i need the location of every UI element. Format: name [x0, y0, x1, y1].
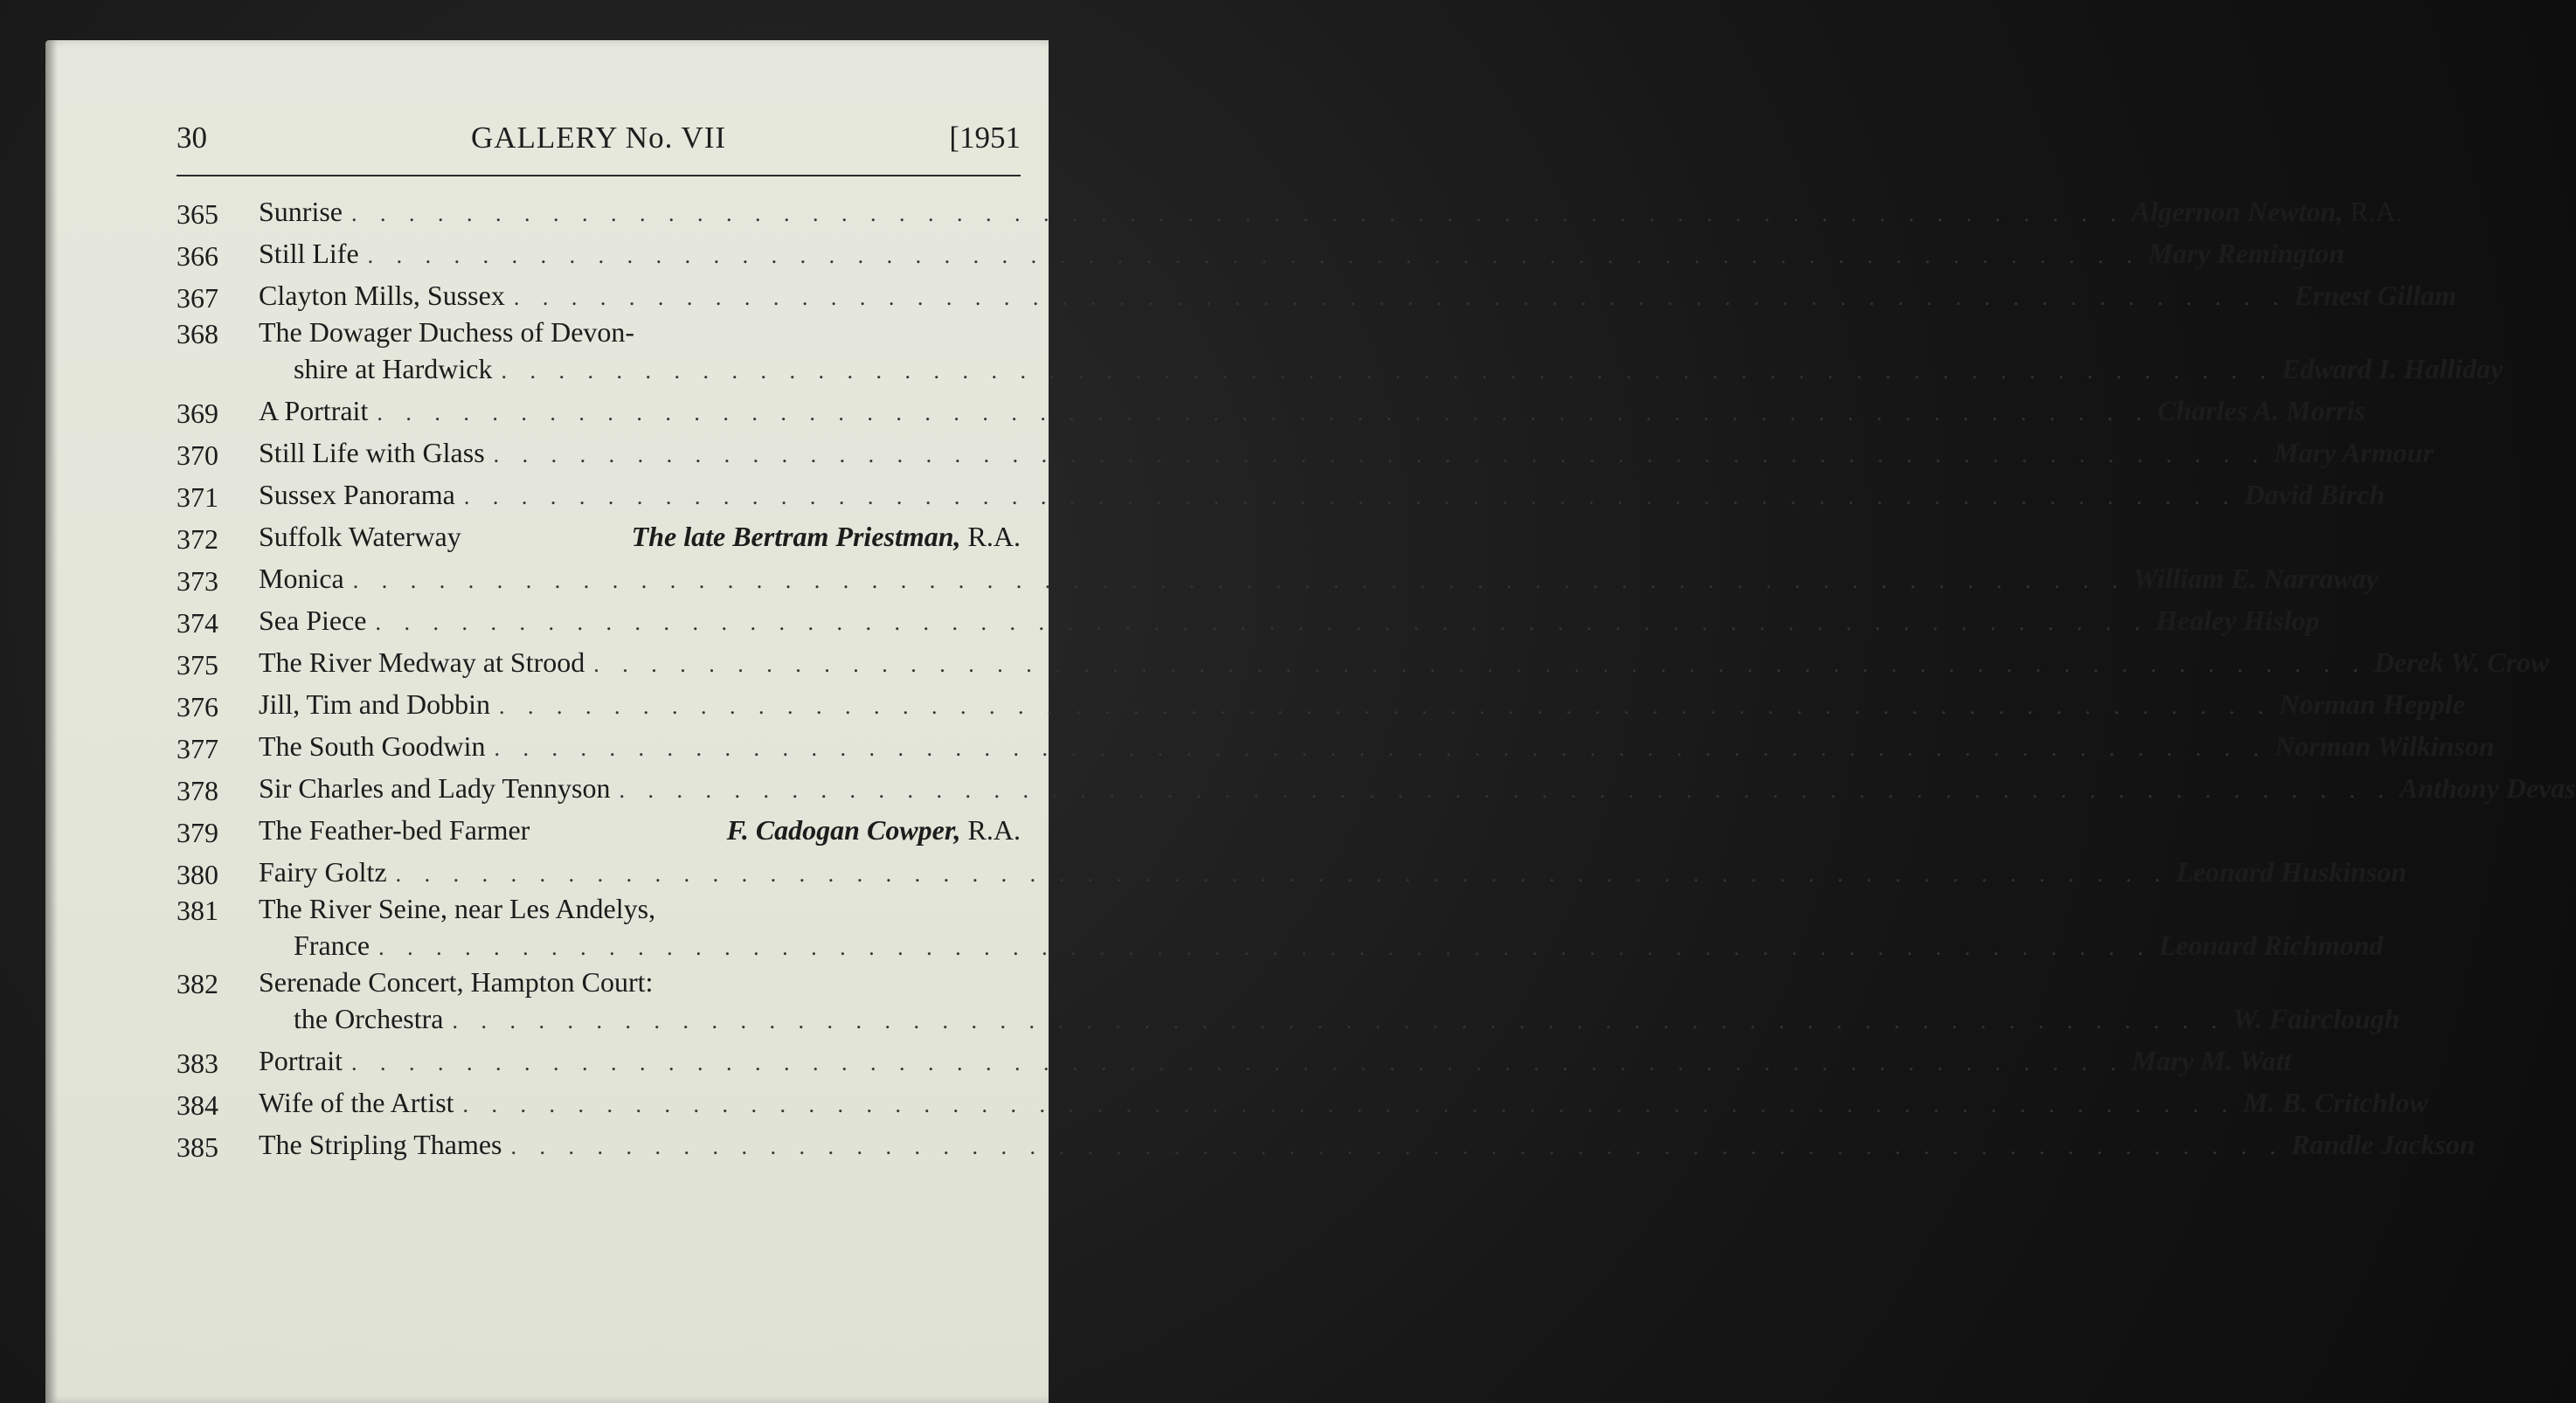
entry-artist: Ernest Gillam	[2294, 280, 2457, 311]
catalogue-entries	[177, 190, 2576, 1165]
catalogue-entry	[177, 190, 2403, 232]
catalogue-entry	[177, 767, 2576, 809]
entry-title: The River Medway at Strood	[259, 646, 585, 678]
entry-number: 375	[177, 649, 218, 681]
entry-number: 370	[177, 439, 218, 471]
entry-title: Clayton Mills, Sussex	[259, 280, 505, 311]
entry-title: Fairy Goltz	[259, 856, 387, 888]
dot-leader: . . . . . . . . . . . . . . . . . . . . . . . . . . . . . . . . . . . . . . . . . . . . . . . . . . . . . . . . . . . . . .	[619, 778, 2392, 803]
entry-artist: Mary M. Watt	[2131, 1045, 2292, 1076]
entry-artist: Charles A. Morris	[2157, 395, 2365, 426]
entry-number: 383	[177, 1047, 218, 1079]
entry-number: 373	[177, 565, 218, 597]
page-header	[177, 121, 1021, 159]
header-rule	[177, 175, 1021, 176]
entry-artist: Algernon Newton, R.A.	[2131, 196, 2403, 227]
catalogue-entry	[177, 390, 2365, 432]
catalogue-entry	[177, 473, 2386, 515]
catalogue-entry	[177, 966, 2400, 1040]
entry-title: Sussex Panorama	[259, 479, 455, 510]
entry-title: Sir Charles and Lady Tennyson	[259, 772, 611, 804]
entry-number: 366	[177, 240, 218, 272]
entry-number: 368	[177, 318, 218, 349]
dot-leader: . . . . . . . . . . . . . . . . . . . . . . . . . . . . . . . . . . . . . . . . . . . . . . . . . . . . . . . . . . . . . .	[351, 201, 2125, 226]
dot-leader: . . . . . . . . . . . . . . . . . . . . . . . . . . . . . . . . . . . . . . . . . . . . . . . . . . . . . . . . . . . . . .	[498, 694, 2273, 719]
dot-leader: . . . . . . . . . . . . . . . . . . . . . . . . . . . . . . . . . . . . . . . . . . . . . . . . . . . . . . . . . . . . . .	[352, 568, 2127, 593]
catalogue-entry	[177, 1123, 2476, 1165]
dot-leader: . . . . . . . . . . . . . . . . . . . . . . . . . . . . . . . . . . . . . . . . . . . . . . . . . . . . . . . . . . . . . .	[377, 400, 2150, 425]
entry-number: 384	[177, 1089, 218, 1121]
year-label: [1951	[949, 121, 1021, 155]
gallery-title: GALLERY No. VII	[470, 121, 727, 155]
entry-artist: Anthony Devas	[2399, 772, 2576, 804]
dot-leader: . . . . . . . . . . . . . . . . . . . . . . . . . . . . . . . . . . . . . . . . . . . . . . . . . . . . . . . . . . . . . .	[513, 285, 2288, 310]
entry-artist: M. B. Critchlow	[2243, 1087, 2428, 1118]
dot-leader: . . . . . . . . . . . . . . . . . . . . . . . . . . . . . . . . . . . . . . . . . . . . . . . . . . . . . . . . . . . . . .	[501, 358, 2275, 384]
entry-title: The South Goodwin	[259, 730, 486, 762]
dot-leader: . . . . . . . . . . . . . . . . . . . . . . . . . . . . . . . . . . . . . . . . . . . . . . . . . . . . . . . . . . . . . .	[510, 1134, 2284, 1159]
entry-title: Jill, Tim and Dobbin	[259, 688, 490, 720]
catalogue-entry	[177, 599, 2320, 641]
entry-title: The Dowager Duchess of Devon-	[259, 316, 635, 348]
entry-title-continued: France	[294, 930, 370, 961]
entry-title: The Feather-bed Farmer	[259, 814, 530, 846]
catalogue-entry	[177, 316, 2503, 390]
catalogue-entry	[177, 851, 2407, 893]
dot-leader: . . . . . . . . . . . . . . . . . . . . . . . . . . . . . . . . . . . . . . . . . . . . . . . . . . . . . . . . . . . . . .	[593, 652, 2367, 677]
entry-artist: Healey Hislop	[2156, 605, 2320, 636]
entry-title: Wife of the Artist	[259, 1087, 454, 1118]
entry-number: 367	[177, 282, 218, 314]
entry-title: A Portrait	[259, 395, 369, 426]
dot-leader: . . . . . . . . . . . . . . . . . . . . . . . . . . . . . . . . . . . . . . . . . . . . . . . . . . . . . . . . . . . . . .	[350, 1050, 2125, 1075]
dot-leader: . . . . . . . . . . . . . . . . . . . . . . . . . . . . . . . . . . . . . . . . . . . . . . . . . . . . . . . . . . . . . .	[494, 736, 2268, 761]
dot-leader: . . . . . . . . . . . . . . . . . . . . . . . . . . . . . . . . . . . . . . . . . . . . . . . . . . . . . . . . . . . . . .	[395, 861, 2170, 887]
artist-suffix: R.A.	[2343, 196, 2403, 227]
entry-title: Sea Piece	[259, 605, 367, 636]
artist-suffix: R.A.	[960, 814, 1021, 846]
catalogue-entry	[177, 232, 2345, 274]
entry-number: 369	[177, 397, 218, 429]
entry-number: 378	[177, 775, 218, 806]
catalogue-entry	[177, 274, 2457, 316]
dot-leader: . . . . . . . . . . . . . . . . . . . . . . . . . . . . . . . . . . . . . . . . . . . . . . . . . . . . . . . . . . . . . .	[493, 442, 2268, 467]
entry-artist: William E. Narraway	[2133, 563, 2379, 594]
entry-title: Monica	[259, 563, 344, 594]
entry-title: The Stripling Thames	[259, 1129, 502, 1160]
dot-leader: . . . . . . . . . . . . . . . . . . . . . . . . . . . . . . . . . . . . . . . . . . . . . . . . . . . . . . . . . . . . . .	[378, 935, 2152, 960]
entry-number: 381	[177, 895, 218, 926]
entry-title: The River Seine, near Les Andelys,	[259, 893, 656, 924]
entry-artist: David Birch	[2244, 479, 2386, 510]
dot-leader: . . . . . . . . . . . . . . . . . . . . . . . . . . . . . . . . . . . . . . . . . . . . . . . . . . . . . . . . . . . . . .	[452, 1008, 2226, 1033]
entry-artist: Mary Remington	[2148, 238, 2345, 269]
catalogue-entry	[177, 557, 2379, 599]
entry-number: 376	[177, 691, 218, 722]
catalogue-entry	[177, 893, 2384, 966]
entry-title-continued: shire at Hardwick	[294, 353, 493, 384]
entry-artist: Leonard Richmond	[2158, 930, 2384, 961]
entry-artist: Norman Hepple	[2279, 688, 2465, 720]
catalogue-entry	[177, 1082, 2428, 1123]
page-spine-shadow	[45, 40, 58, 1403]
entry-number: 382	[177, 968, 218, 999]
entry-number: 380	[177, 859, 218, 890]
entry-number: 385	[177, 1131, 218, 1163]
catalogue-entry	[177, 1040, 2292, 1082]
entry-artist: Mary Armour	[2274, 437, 2434, 468]
entry-number: 374	[177, 607, 218, 639]
entry-title: Serenade Concert, Hampton Court:	[259, 966, 654, 998]
catalogue-entry	[177, 641, 2550, 683]
dot-leader: . . . . . . . . . . . . . . . . . . . . . . . . . . . . . . . . . . . . . . . . . . . . . . . . . . . . . . . . . . . . . .	[462, 1092, 2237, 1117]
entry-title: Suffolk Waterway	[259, 521, 461, 552]
entry-title: Still Life with Glass	[259, 437, 485, 468]
entry-title: Sunrise	[259, 196, 343, 227]
entry-artist: The late Bertram Priestman, R.A.	[631, 521, 1021, 552]
artist-suffix: R.A.	[960, 521, 1021, 552]
page-number: 30	[177, 121, 207, 155]
entry-artist: Edward I. Halliday	[2281, 353, 2503, 384]
entry-artist: Leonard Huskinson	[2176, 856, 2407, 888]
entry-artist: Derek W. Crow	[2373, 646, 2550, 678]
entry-title: Portrait	[259, 1045, 343, 1076]
entry-number: 379	[177, 817, 218, 848]
entry-artist: F. Cadogan Cowper, R.A.	[726, 814, 1021, 846]
catalogue-entry	[177, 515, 1021, 557]
entry-artist: W. Fairclough	[2232, 1003, 2400, 1034]
catalogue-entry	[177, 809, 1021, 851]
entry-number: 372	[177, 523, 218, 555]
dot-leader: . . . . . . . . . . . . . . . . . . . . . . . . . . . . . . . . . . . . . . . . . . . . . . . . . . . . . . . . . . . . . .	[463, 484, 2238, 509]
catalogue-entry	[177, 725, 2495, 767]
entry-number: 371	[177, 481, 218, 513]
entry-number: 365	[177, 198, 218, 230]
entry-artist: Norman Wilkinson	[2275, 730, 2495, 762]
catalogue-entry	[177, 683, 2465, 725]
entry-number: 377	[177, 733, 218, 764]
entry-title-continued: the Orchestra	[294, 1003, 444, 1034]
entry-artist: Randle Jackson	[2290, 1129, 2476, 1160]
catalogue-entry	[177, 432, 2434, 473]
dot-leader: . . . . . . . . . . . . . . . . . . . . . . . . . . . . . . . . . . . . . . . . . . . . . . . . . . . . . . . . . . . . . .	[375, 610, 2149, 635]
entry-title: Still Life	[259, 238, 359, 269]
dot-leader: . . . . . . . . . . . . . . . . . . . . . . . . . . . . . . . . . . . . . . . . . . . . . . . . . . . . . . . . . . . . . .	[367, 243, 2142, 268]
